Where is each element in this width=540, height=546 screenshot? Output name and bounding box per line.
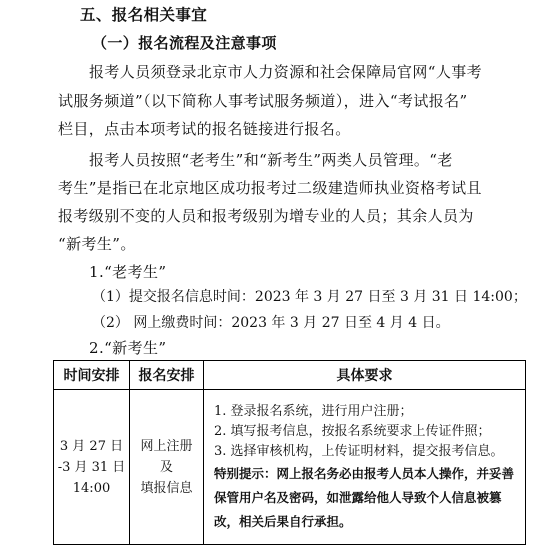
header-registration: 报名安排 bbox=[130, 361, 204, 390]
new-candidates-heading: 2.“新考生” bbox=[89, 339, 167, 357]
para1-line1: 报考人员须登录北京市人力资源和社会保障局官网“人事考 bbox=[89, 63, 483, 81]
table-header-row bbox=[54, 361, 526, 390]
para2-line3: 报考级别不变的人员和报考级别为增专业的人员；其余人员为 bbox=[58, 207, 474, 225]
para2-line4: “新考生”。 bbox=[58, 235, 136, 253]
time-line: 14:00 bbox=[72, 480, 111, 496]
requirement-step-2: 2. 填写报考信息，按报名系统要求上传证件照； bbox=[214, 424, 491, 439]
subsection-title: （一）报名流程及注意事项 bbox=[92, 34, 277, 52]
time-line: -3 月 31 日 bbox=[57, 459, 126, 475]
time-cell bbox=[54, 390, 130, 545]
requirement-step-1: 1. 登录报名系统，进行用户注册； bbox=[214, 404, 413, 419]
registration-line: 填报信息 bbox=[140, 480, 193, 496]
para1-line2: 试服务频道”（以下简称人事考试服务频道），进入“考试报名” bbox=[58, 92, 468, 110]
para1-line3: 栏目，点击本项考试的报名链接进行报名。 bbox=[58, 120, 351, 138]
section-title: 五、报名相关事宜 bbox=[80, 5, 208, 24]
requirements-cell bbox=[204, 390, 526, 545]
old-candidates-heading: 1.“老考生” bbox=[89, 263, 167, 281]
registration-cell bbox=[130, 390, 204, 545]
para2-line2: 考生”是指已在北京地区成功报考过二级建造师执业资格考试且 bbox=[58, 179, 482, 197]
registration-line: 及 bbox=[159, 459, 173, 475]
old-candidates-item1: （1）提交报名信息时间：2023 年 3 月 27 日至 3 月 31 日 14:00； bbox=[92, 289, 527, 305]
registration-schedule-table bbox=[53, 360, 526, 545]
header-time: 时间安排 bbox=[54, 361, 130, 390]
header-requirements: 具体要求 bbox=[204, 361, 526, 390]
old-candidates-item2: （2） 网上缴费时间：2023 年 3 月 27 日至 4 月 4 日。 bbox=[92, 315, 450, 331]
table-row bbox=[54, 390, 526, 545]
special-notice: 特别提示：网上报名务必由报考人员本人操作，并妥善保管用户名及密码，如泄露给他人导致个人信息被篡改，相关后果自行承担。 bbox=[214, 466, 515, 529]
para2-line1: 报考人员按照“老考生”和“新考生”两类人员管理。“老 bbox=[89, 151, 453, 169]
time-line: 3 月 27 日 bbox=[59, 438, 124, 454]
requirement-step-3: 3. 选择审核机构，上传证明材料，提交报考信息。 bbox=[214, 444, 504, 459]
registration-line: 网上注册 bbox=[140, 438, 193, 454]
